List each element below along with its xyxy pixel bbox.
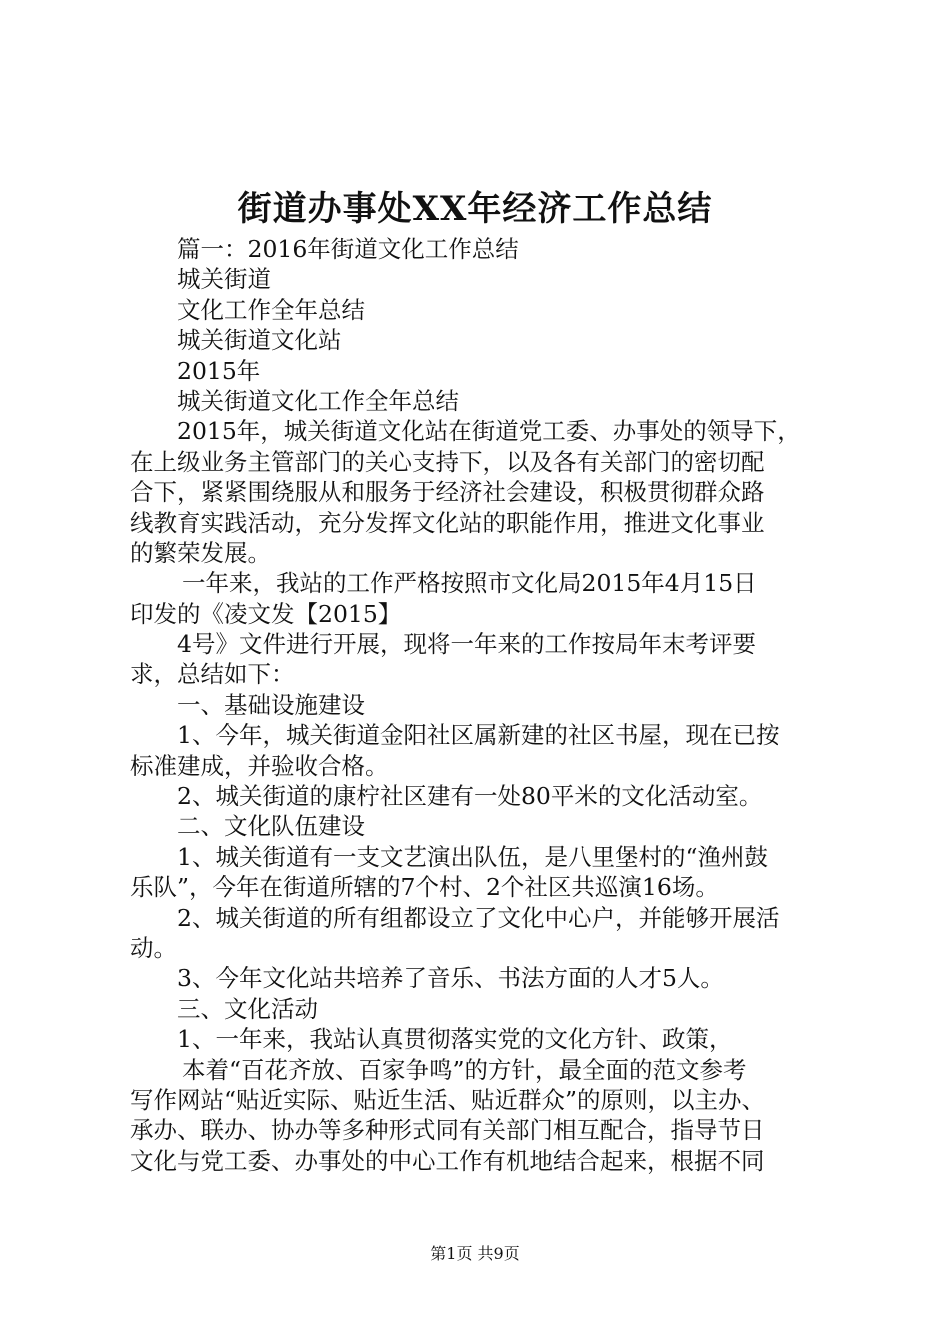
body-line: 写作网站“贴近实际、贴近生活、贴近群众”的原则，以主办、 <box>130 1085 766 1114</box>
document-title: 街道办事处XX年经济工作总结 <box>237 189 713 229</box>
body-line: 承办、联办、协办等多种形式同有关部门相互配合，指导节日 <box>130 1116 765 1145</box>
body-line: 1、城关街道有一支文艺演出队伍，是八里堡村的“渔州鼓 <box>177 842 768 871</box>
document-body <box>130 234 830 1176</box>
body-line: 文化工作全年总结 <box>177 295 365 324</box>
body-line: 城关街道文化工作全年总结 <box>177 386 459 415</box>
body-line: 在上级业务主管部门的关心支持下，以及各有关部门的密切配 <box>130 447 765 476</box>
body-line: 城关街道 <box>177 265 271 294</box>
body-line: 篇一：2016年街道文化工作总结 <box>177 235 519 263</box>
body-line: 2015年，城关街道文化站在街道党工委、办事处的领导下， <box>177 417 801 446</box>
body-line: 3、今年文化站共培养了音乐、书法方面的人才5人。 <box>177 964 724 993</box>
section-heading: 一、基础设施建设 <box>177 690 365 719</box>
body-line: 乐队”，今年在街道所辖的7个村、2个社区共巡演16场。 <box>130 873 719 902</box>
section-heading: 二、文化队伍建设 <box>177 812 365 841</box>
section-heading: 三、文化活动 <box>177 994 318 1023</box>
body-line: 求，总结如下： <box>130 660 295 689</box>
body-line: 合下，紧紧围绕服从和服务于经济社会建设，积极贯彻群众路 <box>130 478 765 507</box>
page-footer: 第1页 共9页 <box>430 1244 520 1263</box>
body-line: 动。 <box>130 933 177 962</box>
body-line: 4号》文件进行开展，现将一年来的工作按局年末考评要 <box>177 630 756 659</box>
body-line: 标准建成，并验收合格。 <box>130 751 389 780</box>
body-line: 印发的《凌文发【2015】 <box>130 599 402 628</box>
body-line: 文化与党工委、办事处的中心工作有机地结合起来，根据不同 <box>130 1146 765 1175</box>
body-line: 本着“百花齐放、百家争鸣”的方针，最全面的范文参考 <box>182 1055 747 1084</box>
body-line: 1、今年，城关街道金阳社区属新建的社区书屋，现在已按 <box>177 721 780 750</box>
body-line: 线教育实践活动，充分发挥文化站的职能作用，推进文化事业 <box>130 508 765 537</box>
body-line: 城关街道文化站 <box>177 326 342 355</box>
body-line: 2、城关街道的所有组都设立了文化中心户，并能够开展活 <box>177 903 780 932</box>
body-line: 1、一年来，我站认真贯彻落实党的文化方针、政策， <box>177 1025 733 1054</box>
body-line: 2015年 <box>177 356 261 385</box>
body-line: 2、城关街道的康柠社区建有一处80平米的文化活动室。 <box>177 782 763 811</box>
body-line: 的繁荣发展。 <box>130 538 271 567</box>
body-line: 一年来，我站的工作严格按照市文化局2015年4月15日 <box>182 569 757 598</box>
